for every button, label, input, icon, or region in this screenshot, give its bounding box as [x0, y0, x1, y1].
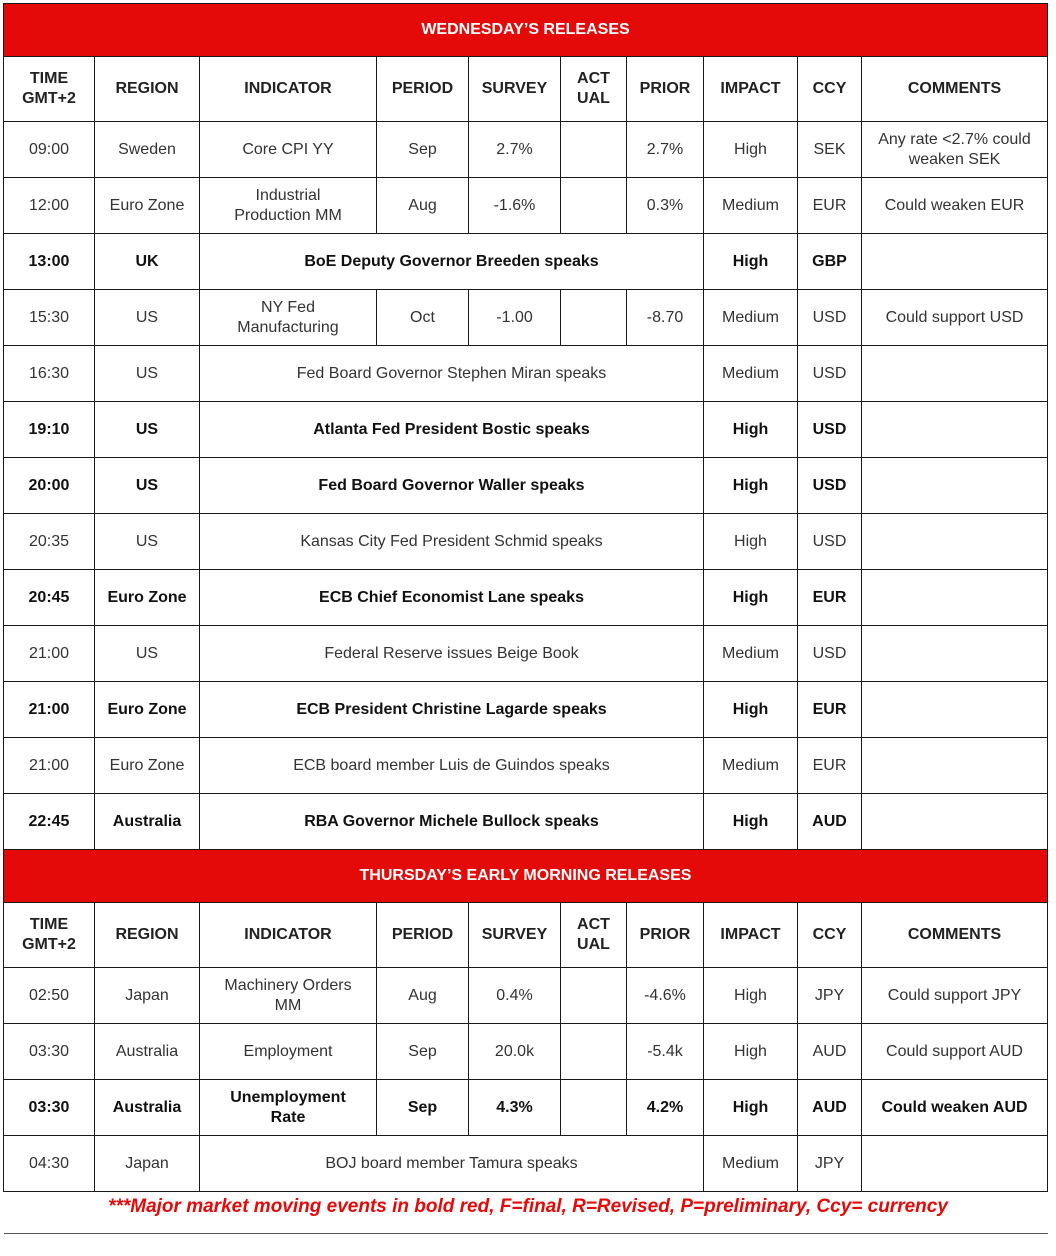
- time-cell: 12:00: [4, 178, 95, 234]
- section-banner: [4, 4, 1048, 57]
- header-comments: COMMENTS: [862, 57, 1048, 122]
- ccy-cell: USD: [798, 458, 862, 514]
- text-line: Production MM: [234, 206, 342, 224]
- region-cell: US: [95, 346, 200, 402]
- ccy-cell: USD: [798, 514, 862, 570]
- impact-cell: High: [704, 794, 798, 850]
- header-time: [4, 903, 95, 968]
- text-line: GMT+2: [22, 936, 76, 953]
- header-ccy: CCY: [798, 57, 862, 122]
- time-cell: 16:30: [4, 346, 95, 402]
- event-cell: [200, 738, 704, 794]
- indicator-cell: [200, 968, 377, 1024]
- event-cell: [200, 346, 704, 402]
- comments-cell: [862, 402, 1048, 458]
- survey-cell: -1.6%: [469, 178, 561, 234]
- period-cell: Sep: [377, 122, 469, 178]
- actual-cell: [561, 178, 627, 234]
- header-prior: PRIOR: [627, 903, 704, 968]
- indicator-cell: [200, 290, 377, 346]
- ccy-cell: EUR: [798, 570, 862, 626]
- actual-cell: [561, 1024, 627, 1080]
- time-cell: 19:10: [4, 402, 95, 458]
- comments-cell: [862, 1080, 1048, 1136]
- region-cell: Euro Zone: [95, 570, 200, 626]
- table-row: [4, 626, 1048, 682]
- economic-calendar: [3, 3, 1047, 1192]
- region-cell: US: [95, 514, 200, 570]
- header-actual: [561, 57, 627, 122]
- impact-cell: Medium: [704, 1136, 798, 1192]
- comments-cell: [862, 682, 1048, 738]
- event-cell: [200, 1136, 704, 1192]
- text-line: Employment: [243, 1042, 333, 1060]
- time-cell: 21:00: [4, 682, 95, 738]
- text-line: Kansas City Fed President Schmid speaks: [300, 532, 603, 550]
- prior-cell: 0.3%: [627, 178, 704, 234]
- prior-cell: 4.2%: [627, 1080, 704, 1136]
- table-row: [4, 570, 1048, 626]
- table-row: [4, 122, 1048, 178]
- time-cell: 13:00: [4, 234, 95, 290]
- ccy-cell: EUR: [798, 738, 862, 794]
- header-survey: SURVEY: [469, 57, 561, 122]
- region-cell: US: [95, 402, 200, 458]
- survey-cell: 2.7%: [469, 122, 561, 178]
- impact-cell: High: [704, 1080, 798, 1136]
- text-line: Core CPI YY: [242, 140, 334, 158]
- time-cell: 20:35: [4, 514, 95, 570]
- region-cell: Australia: [95, 794, 200, 850]
- releases-table: [3, 3, 1048, 1192]
- header-impact: IMPACT: [704, 903, 798, 968]
- region-cell: Australia: [95, 1080, 200, 1136]
- header-region: REGION: [95, 903, 200, 968]
- text-line: BoE Deputy Governor Breeden speaks: [304, 252, 599, 270]
- text-line: Machinery Orders: [224, 976, 352, 994]
- text-line: Could weaken AUD: [881, 1098, 1028, 1116]
- period-cell: Sep: [377, 1080, 469, 1136]
- header-time: [4, 57, 95, 122]
- period-cell: Sep: [377, 1024, 469, 1080]
- time-cell: 20:00: [4, 458, 95, 514]
- indicator-cell: [200, 178, 377, 234]
- header-period: PERIOD: [377, 57, 469, 122]
- time-cell: 21:00: [4, 626, 95, 682]
- actual-cell: [561, 122, 627, 178]
- text-line: ACT: [577, 916, 610, 933]
- event-cell: [200, 458, 704, 514]
- region-cell: Sweden: [95, 122, 200, 178]
- ccy-cell: JPY: [798, 1136, 862, 1192]
- ccy-cell: EUR: [798, 682, 862, 738]
- table-row: [4, 234, 1048, 290]
- event-cell: [200, 234, 704, 290]
- table-row: [4, 738, 1048, 794]
- header-region: REGION: [95, 57, 200, 122]
- event-cell: [200, 626, 704, 682]
- comments-cell: [862, 1136, 1048, 1192]
- actual-cell: [561, 290, 627, 346]
- header-indicator: INDICATOR: [200, 903, 377, 968]
- text-line: UAL: [577, 90, 610, 107]
- text-line: Federal Reserve issues Beige Book: [324, 644, 579, 662]
- ccy-cell: USD: [798, 346, 862, 402]
- comments-cell: [862, 122, 1048, 178]
- text-line: Fed Board Governor Stephen Miran speaks: [296, 364, 607, 382]
- comments-cell: [862, 234, 1048, 290]
- comments-cell: [862, 178, 1048, 234]
- region-cell: Japan: [95, 968, 200, 1024]
- header-comments: COMMENTS: [862, 903, 1048, 968]
- prior-cell: 2.7%: [627, 122, 704, 178]
- impact-cell: Medium: [704, 738, 798, 794]
- event-cell: [200, 570, 704, 626]
- event-cell: [200, 794, 704, 850]
- text-line: Rate: [270, 1108, 306, 1126]
- actual-cell: [561, 1080, 627, 1136]
- comments-cell: [862, 458, 1048, 514]
- ccy-cell: USD: [798, 626, 862, 682]
- table-row: [4, 968, 1048, 1024]
- actual-cell: [561, 968, 627, 1024]
- ccy-cell: SEK: [798, 122, 862, 178]
- time-cell: 21:00: [4, 738, 95, 794]
- event-cell: [200, 402, 704, 458]
- time-cell: 02:50: [4, 968, 95, 1024]
- ccy-cell: AUD: [798, 1080, 862, 1136]
- survey-cell: 0.4%: [469, 968, 561, 1024]
- text-line: ECB Chief Economist Lane speaks: [319, 588, 584, 606]
- table-row: [4, 346, 1048, 402]
- impact-cell: High: [704, 458, 798, 514]
- text-line: BOJ board member Tamura speaks: [325, 1154, 578, 1172]
- ccy-cell: GBP: [798, 234, 862, 290]
- table-row: [4, 402, 1048, 458]
- table-row: [4, 290, 1048, 346]
- indicator-cell: [200, 1024, 377, 1080]
- comments-cell: [862, 1024, 1048, 1080]
- region-cell: Japan: [95, 1136, 200, 1192]
- impact-cell: High: [704, 570, 798, 626]
- comments-cell: [862, 290, 1048, 346]
- ccy-cell: AUD: [798, 794, 862, 850]
- column-header-row: [4, 903, 1048, 968]
- table-row: [4, 682, 1048, 738]
- text-line: ACT: [577, 70, 610, 87]
- text-line: Atlanta Fed President Bostic speaks: [313, 420, 590, 438]
- header-ccy: CCY: [798, 903, 862, 968]
- indicator-cell: [200, 1080, 377, 1136]
- text-line: ECB board member Luis de Guindos speaks: [293, 756, 610, 774]
- ccy-cell: USD: [798, 402, 862, 458]
- section-title: WEDNESDAY’S RELEASES: [4, 4, 1048, 57]
- impact-cell: High: [704, 122, 798, 178]
- comments-cell: [862, 570, 1048, 626]
- comments-cell: [862, 346, 1048, 402]
- impact-cell: High: [704, 682, 798, 738]
- text-line: TIME: [29, 916, 69, 933]
- period-cell: Oct: [377, 290, 469, 346]
- text-line: Unemployment: [230, 1088, 346, 1106]
- region-cell: US: [95, 290, 200, 346]
- text-line: Industrial: [255, 186, 321, 204]
- text-line: TIME: [29, 70, 69, 87]
- comments-cell: [862, 738, 1048, 794]
- section-title: THURSDAY’S EARLY MORNING RELEASES: [4, 850, 1048, 903]
- region-cell: Euro Zone: [95, 178, 200, 234]
- text-line: ECB President Christine Lagarde speaks: [296, 700, 607, 718]
- bottom-divider: [4, 1233, 1048, 1234]
- indicator-cell: [200, 122, 377, 178]
- prior-cell: -8.70: [627, 290, 704, 346]
- comments-cell: [862, 626, 1048, 682]
- table-row: [4, 458, 1048, 514]
- text-line: MM: [274, 996, 302, 1014]
- survey-cell: 20.0k: [469, 1024, 561, 1080]
- impact-cell: Medium: [704, 178, 798, 234]
- region-cell: UK: [95, 234, 200, 290]
- impact-cell: High: [704, 402, 798, 458]
- text-line: Could weaken EUR: [884, 196, 1025, 214]
- impact-cell: High: [704, 514, 798, 570]
- table-row: [4, 1024, 1048, 1080]
- ccy-cell: EUR: [798, 178, 862, 234]
- prior-cell: -4.6%: [627, 968, 704, 1024]
- text-line: Could support AUD: [886, 1042, 1023, 1060]
- ccy-cell: JPY: [798, 968, 862, 1024]
- header-prior: PRIOR: [627, 57, 704, 122]
- text-line: UAL: [577, 936, 610, 953]
- impact-cell: Medium: [704, 626, 798, 682]
- text-line: NY Fed: [261, 298, 315, 316]
- region-cell: US: [95, 458, 200, 514]
- table-row: [4, 514, 1048, 570]
- impact-cell: Medium: [704, 290, 798, 346]
- header-indicator: INDICATOR: [200, 57, 377, 122]
- table-row: [4, 178, 1048, 234]
- ccy-cell: AUD: [798, 1024, 862, 1080]
- table-row: [4, 1080, 1048, 1136]
- comments-cell: [862, 968, 1048, 1024]
- period-cell: Aug: [377, 178, 469, 234]
- survey-cell: 4.3%: [469, 1080, 561, 1136]
- comments-cell: [862, 514, 1048, 570]
- table-row: [4, 1136, 1048, 1192]
- prior-cell: -5.4k: [627, 1024, 704, 1080]
- text-line: Manufacturing: [237, 318, 339, 336]
- text-line: weaken SEK: [908, 150, 1001, 168]
- time-cell: 15:30: [4, 290, 95, 346]
- impact-cell: High: [704, 234, 798, 290]
- header-impact: IMPACT: [704, 57, 798, 122]
- text-line: GMT+2: [22, 90, 76, 107]
- header-period: PERIOD: [377, 903, 469, 968]
- column-header-row: [4, 57, 1048, 122]
- comments-cell: [862, 794, 1048, 850]
- header-actual: [561, 903, 627, 968]
- time-cell: 04:30: [4, 1136, 95, 1192]
- section-banner: [4, 850, 1048, 903]
- table-row: [4, 794, 1048, 850]
- region-cell: Euro Zone: [95, 738, 200, 794]
- event-cell: [200, 514, 704, 570]
- region-cell: Euro Zone: [95, 682, 200, 738]
- event-cell: [200, 682, 704, 738]
- time-cell: 03:30: [4, 1024, 95, 1080]
- time-cell: 03:30: [4, 1080, 95, 1136]
- text-line: RBA Governor Michele Bullock speaks: [304, 812, 599, 830]
- header-survey: SURVEY: [469, 903, 561, 968]
- region-cell: Australia: [95, 1024, 200, 1080]
- text-line: Any rate <2.7% could: [878, 130, 1031, 148]
- text-line: Fed Board Governor Waller speaks: [318, 476, 585, 494]
- impact-cell: High: [704, 968, 798, 1024]
- text-line: Could support JPY: [887, 986, 1022, 1004]
- ccy-cell: USD: [798, 290, 862, 346]
- period-cell: Aug: [377, 968, 469, 1024]
- footnote: ***Major market moving events in bold red, F=final, R=Revised, P=preliminary, Ccy= currency: [108, 1196, 948, 1217]
- time-cell: 22:45: [4, 794, 95, 850]
- region-cell: US: [95, 626, 200, 682]
- impact-cell: Medium: [704, 346, 798, 402]
- text-line: Could support USD: [885, 308, 1024, 326]
- survey-cell: -1.00: [469, 290, 561, 346]
- time-cell: 20:45: [4, 570, 95, 626]
- time-cell: 09:00: [4, 122, 95, 178]
- impact-cell: High: [704, 1024, 798, 1080]
